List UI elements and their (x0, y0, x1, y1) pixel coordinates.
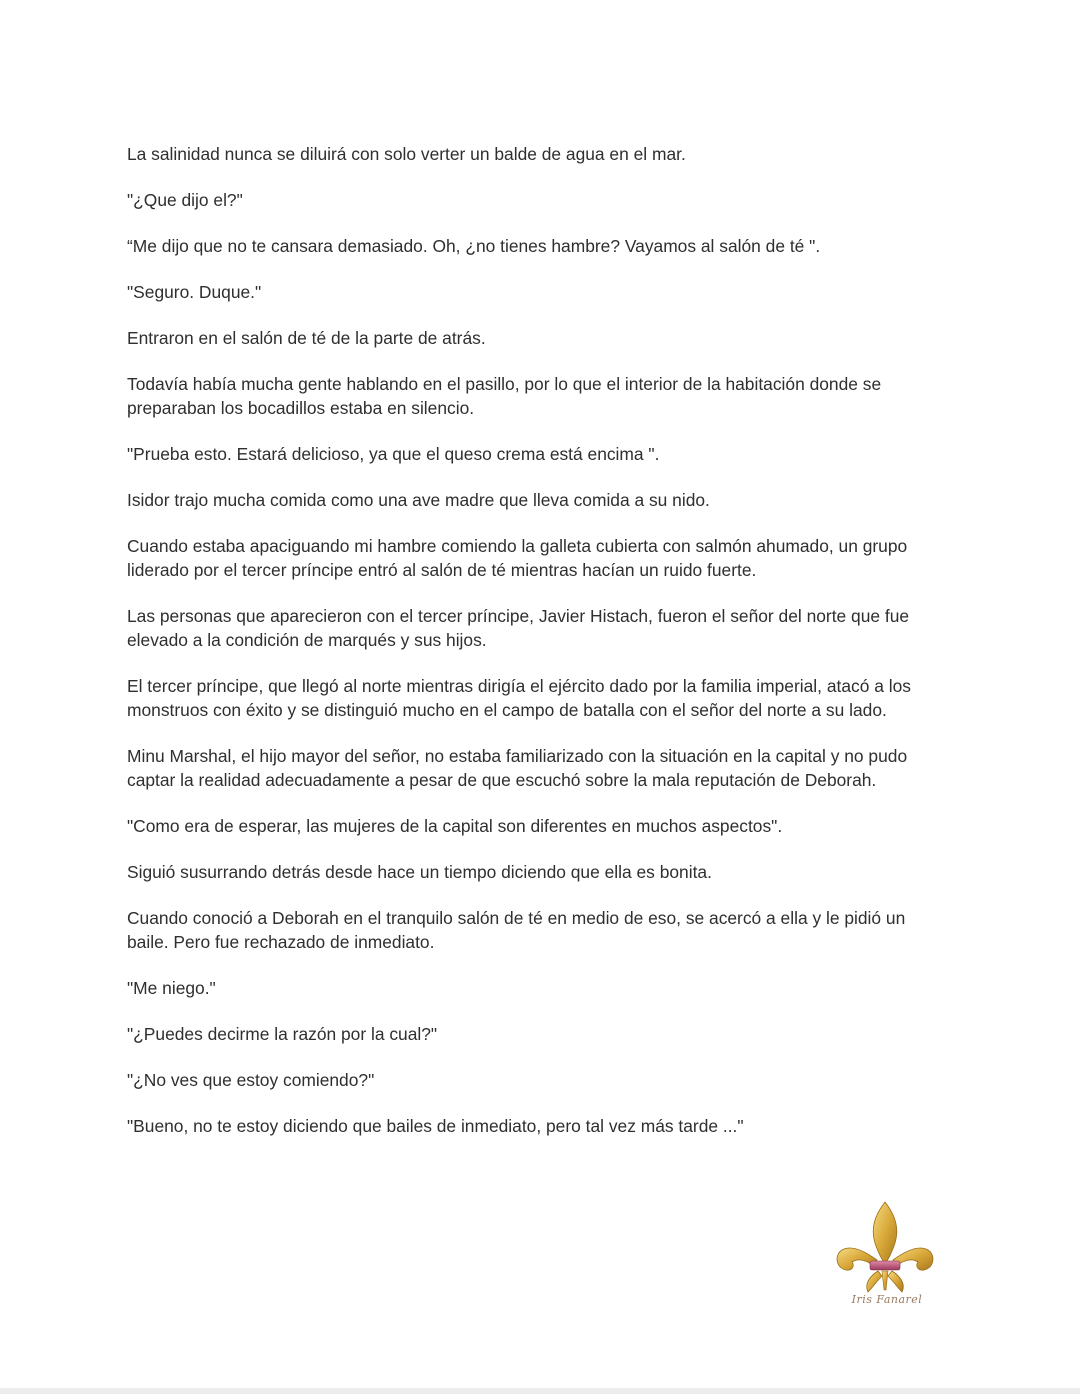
paragraph: "Me niego." (127, 978, 216, 998)
paragraph: “Me dijo que no te cansara demasiado. Oh, ¿no tienes hambre? Vayamos al salón de té ". (127, 236, 821, 256)
paragraph: Isidor trajo mucha comida como una ave madre que lleva comida a su nido. (127, 490, 710, 510)
paragraph: Siguió susurrando detrás desde hace un tiempo diciendo que ella es bonita. (127, 862, 712, 882)
paragraph: "Seguro. Duque." (127, 282, 262, 302)
paragraph: "Prueba esto. Estará delicioso, ya que el queso crema está encima ". (127, 444, 660, 464)
paragraph: "Como era de esperar, las mujeres de la capital son diferentes en muchos aspectos". (127, 816, 783, 836)
paragraph: "¿Que dijo el?" (127, 190, 243, 210)
paragraph: Entraron en el salón de té de la parte de atrás. (127, 328, 486, 348)
page-bottom-edge (0, 1388, 1080, 1394)
paragraph: Minu Marshal, el hijo mayor del señor, no estaba familiarizado con la situación en la capital y no pudo captar la realidad adecuadamente a pesar de que escuchó sobre la mala reputación de Deborah. (127, 746, 908, 790)
paragraph: Cuando conoció a Deborah en el tranquilo salón de té en medio de eso, se acercó a ella y le pidió un baile. Pero fue rechazado de inmediato. (127, 908, 906, 952)
signature: Iris Fanarel (851, 1293, 923, 1306)
paragraph: Todavía había mucha gente hablando en el pasillo, por lo que el interior de la habitación donde se preparaban los bocadillos estaba en silencio. (127, 374, 882, 418)
paragraph: La salinidad nunca se diluirá con solo verter un balde de agua en el mar. (127, 144, 686, 164)
paragraph: "¿No ves que estoy comiendo?" (127, 1070, 375, 1090)
paragraph: El tercer príncipe, que llegó al norte mientras dirigía el ejército dado por la familia imperial, atacó a los monstruos con éxito y se distinguió mucho en el campo de batalla con el señor del norte a su lado. (127, 676, 911, 720)
paragraph: Las personas que aparecieron con el tercer príncipe, Javier Histach, fueron el señor del norte que fue elevado a la condición de marqués y sus hijos. (127, 606, 910, 650)
paragraph: Cuando estaba apaciguando mi hambre comiendo la galleta cubierta con salmón ahumado, un grupo liderado por el tercer príncipe entró al salón de té mientras hacían un ruido fuerte. (127, 536, 908, 580)
paragraph: "Bueno, no te estoy diciendo que bailes de inmediato, pero tal vez más tarde ..." (127, 1116, 744, 1136)
paragraph: "¿Puedes decirme la razón por la cual?" (127, 1024, 438, 1044)
document-body (127, 142, 927, 1160)
